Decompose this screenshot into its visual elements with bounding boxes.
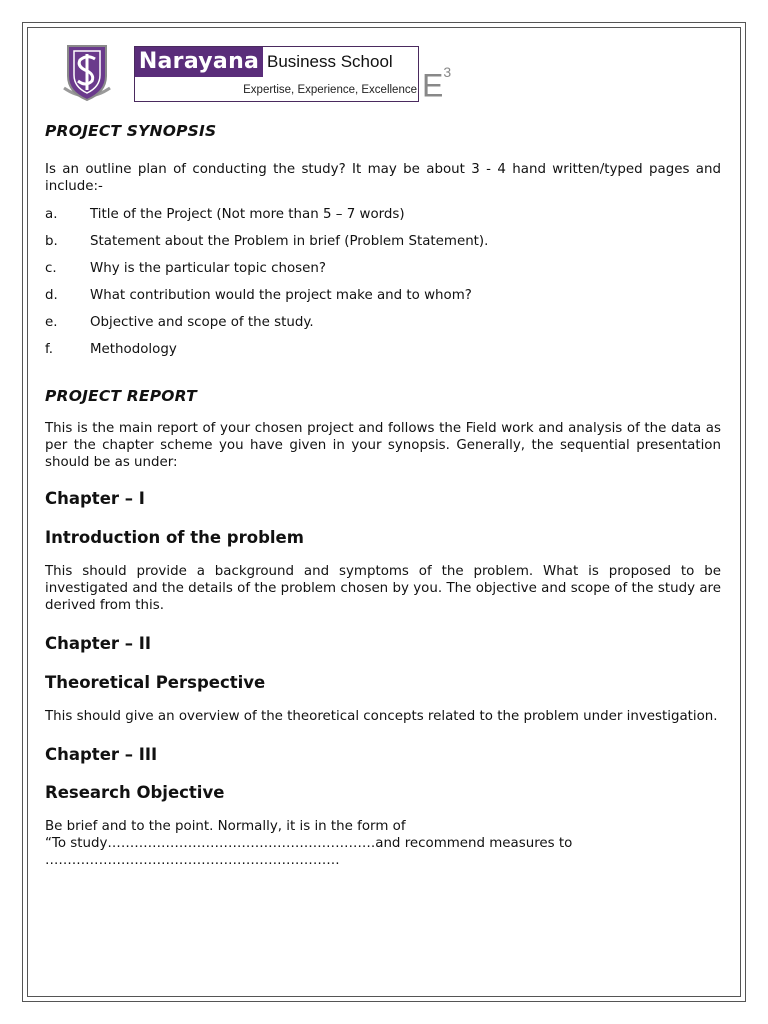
report-intro: This is the main report of your chosen project and follows the Field work and analysis of the data as per the chapter scheme you have given in your synopsis. Generally, the sequential presentation should be as under:	[45, 421, 721, 470]
brand-tagline: Expertise, Experience, Excellence	[243, 84, 417, 96]
synopsis-heading: PROJECT SYNOPSIS	[45, 122, 217, 140]
chapter-3-label: Chapter – III	[45, 745, 158, 764]
letterhead	[58, 42, 478, 108]
synopsis-intro: Is an outline plan of conducting the study? It may be about 3 - 4 hand written/typed pages and include:-	[45, 162, 721, 194]
chapter-2-title: Theoretical Perspective	[45, 673, 266, 692]
chapter-2-body: This should give an overview of the theoretical concepts related to the problem under investigation.	[45, 709, 718, 724]
list-item: e. Objective and scope of the study.	[45, 315, 314, 330]
chapter-2-label: Chapter – II	[45, 634, 152, 653]
chapter-3-body-line-2: “To study……………………………………………………and recommend measures to	[45, 836, 573, 851]
school-crest-icon	[58, 42, 116, 104]
brand-name: Narayana	[135, 47, 263, 77]
list-item: a. Title of the Project (Not more than 5 – 7 words)	[45, 207, 405, 222]
e3-superscript: 3	[443, 64, 452, 80]
list-item: f. Methodology	[45, 342, 177, 357]
chapter-1-label: Chapter – I	[45, 489, 145, 508]
synopsis-list	[45, 206, 721, 358]
chapter-1-body: This should provide a background and symptoms of the problem. What is proposed to be investigated and the details of the problem chosen by you. The objective and scope of the study are derived from this.	[45, 564, 721, 613]
e3-mark	[422, 60, 451, 106]
brand-logo-box	[134, 46, 419, 102]
list-item: d. What contribution would the project make and to whom?	[45, 288, 472, 303]
list-item: c. Why is the particular topic chosen?	[45, 261, 326, 276]
chapter-3-body-line-3: …………………………………………………………	[45, 853, 340, 868]
chapter-3-title: Research Objective	[45, 783, 225, 802]
brand-subtitle: Business School	[267, 52, 393, 71]
document-body	[45, 122, 721, 869]
e3-letter: E	[422, 67, 444, 104]
chapter-1-title: Introduction of the problem	[45, 528, 304, 547]
report-heading: PROJECT REPORT	[45, 387, 197, 405]
chapter-3-body-line-1: Be brief and to the point. Normally, it is in the form of	[45, 819, 406, 834]
list-item: b. Statement about the Problem in brief (Problem Statement).	[45, 234, 489, 249]
